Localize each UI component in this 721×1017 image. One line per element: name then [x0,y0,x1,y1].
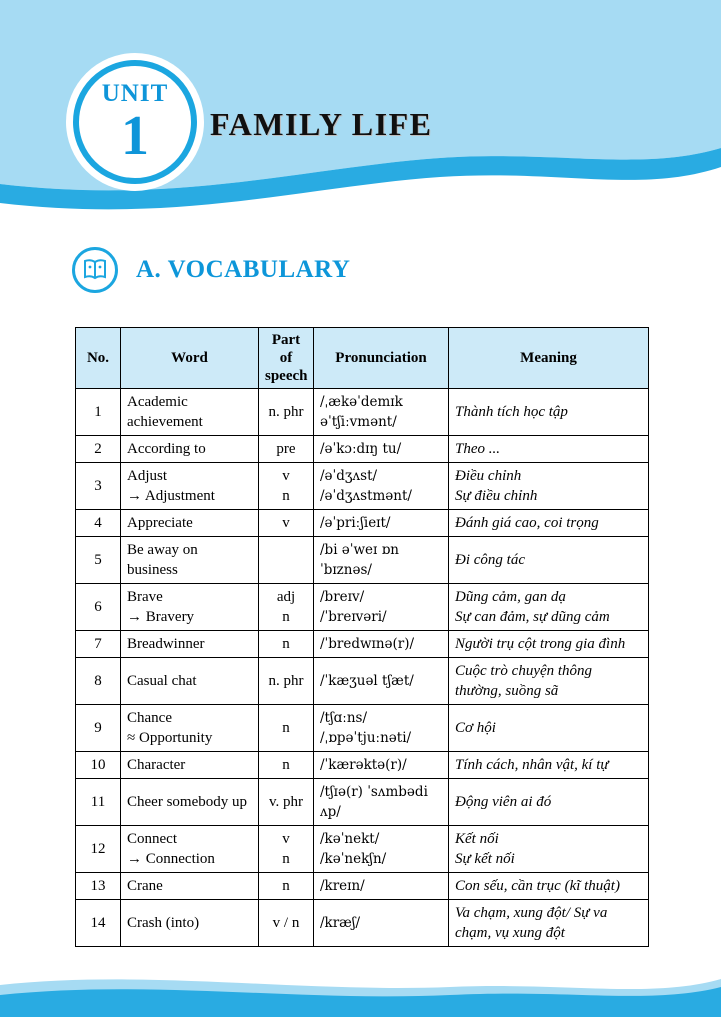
cell-no [76,389,121,436]
cell-line: Brave [127,589,163,605]
cell-pron [314,900,449,947]
table-body [76,389,649,947]
cell-no [76,705,121,752]
cell-pron [314,779,449,826]
cell-pron [314,752,449,779]
cell-meaning [449,436,649,463]
cell-line: 13 [90,878,106,894]
cell-no [76,873,121,900]
cell-pron [314,631,449,658]
cell-pos [259,463,314,510]
cell-line: /ˈbredwɪnə(r)/ [320,636,415,652]
cell-line: Cuộc trò chuyện thông thường, suồng sã [455,663,593,699]
cell-line: /tʃɑːns/ [320,710,367,726]
cell-line: Appreciate [127,515,193,531]
cell-line: 5 [94,552,102,568]
cell-line: pre [276,441,296,457]
vocabulary-table [75,327,649,947]
cell-pron [314,584,449,631]
cell-pos [259,389,314,436]
cell-meaning [449,389,649,436]
cell-line: ʌp/ [320,804,341,820]
cell-meaning [449,826,649,873]
cell-line: → Connection [127,851,215,867]
cell-line: Con sếu, cần trục (kĩ thuật) [455,878,620,894]
cell-line: Theo ... [455,441,500,457]
cell-line: v [282,468,290,484]
column-header: No. [76,328,121,389]
cell-line: Kết nối [455,831,499,847]
cell-meaning [449,631,649,658]
cell-line: n. phr [268,404,304,420]
cell-line: Crane [127,878,163,894]
table-row [76,873,649,900]
cell-line: /kreɪn/ [320,878,365,894]
column-header: Part of speech [259,328,314,389]
cell-no [76,584,121,631]
cell-meaning [449,584,649,631]
cell-line: /əˈkɔːdɪŋ tu/ [320,441,402,457]
cell-pos [259,873,314,900]
cell-word [121,658,259,705]
cell-line: v / n [272,915,300,931]
cell-word [121,510,259,537]
table-row [76,752,649,779]
cell-line: əˈtʃiːvmənt/ [320,414,397,430]
table-row [76,510,649,537]
table-row [76,584,649,631]
cell-line: Chance [127,710,172,726]
cell-line: /breɪv/ [320,589,365,605]
cell-line: Điều chỉnh [455,468,522,484]
cell-line: Động viên ai đó [455,794,552,810]
cell-line: n [282,720,290,736]
cell-line: adj [276,589,296,605]
cell-meaning [449,779,649,826]
cell-word [121,779,259,826]
cell-line: Va chạm, xung đột/ Sự va chạm, vụ xung đột [455,905,608,941]
table-row [76,389,649,436]
cell-line: Cheer somebody up [127,794,247,810]
cell-line: Crash (into) [127,915,200,931]
cell-line: 12 [90,841,106,857]
cell-line: Be away on [127,542,198,558]
column-header: Meaning [449,328,649,389]
cell-line: /kəˈnekʃn/ [320,851,387,867]
cell-pos [259,584,314,631]
unit-label: UNIT [101,79,169,107]
table-row [76,631,649,658]
cell-meaning [449,705,649,752]
cell-line: → Bravery [127,609,195,625]
cell-line: ˈbɪznəs/ [320,562,372,578]
cell-line: Người trụ cột trong gia đình [455,636,626,652]
cell-line: n [282,851,290,867]
cell-pos [259,631,314,658]
table-row [76,779,649,826]
cell-line: /ˈkærəktə(r)/ [320,757,407,773]
cell-pos [259,826,314,873]
cell-line: n. phr [268,673,304,689]
cell-word [121,584,259,631]
cell-line: 6 [94,599,102,615]
cell-line: /kræʃ/ [320,915,361,931]
cell-word [121,631,259,658]
table-row [76,658,649,705]
cell-line: Cơ hội [455,720,496,736]
cell-line: 14 [90,915,106,931]
cell-line: v [282,831,290,847]
cell-line: Đi công tác [455,552,525,568]
cell-line: /bi əˈweɪ ɒn [320,542,399,558]
section-header [72,247,350,293]
cell-line: n [282,636,290,652]
cell-no [76,510,121,537]
cell-meaning [449,873,649,900]
cell-line: 2 [94,441,102,457]
cell-line: Academic [127,394,188,410]
table-header-row [76,328,649,389]
table-row [76,463,649,510]
cell-pron [314,510,449,537]
cell-pos [259,658,314,705]
cell-line: /ˈkæʒuəl tʃæt/ [320,673,414,689]
cell-word [121,389,259,436]
unit-number: 1 [121,104,149,167]
cell-pron [314,389,449,436]
cell-no [76,752,121,779]
unit-badge [73,60,197,184]
cell-line: /kəˈnekt/ [320,831,380,847]
cell-pos [259,900,314,947]
cell-line: Casual chat [127,673,197,689]
cell-line: 1 [94,404,102,420]
cell-meaning [449,510,649,537]
cell-meaning [449,537,649,584]
cell-no [76,436,121,463]
cell-line: 9 [94,720,102,736]
book-icon [72,247,118,293]
table-row [76,436,649,463]
cell-no [76,826,121,873]
cell-meaning [449,900,649,947]
cell-word [121,873,259,900]
cell-meaning [449,752,649,779]
cell-word [121,537,259,584]
cell-line: v [282,515,290,531]
column-header: Pronunciation [314,328,449,389]
cell-line: Connect [127,831,177,847]
cell-no [76,537,121,584]
cell-pos [259,705,314,752]
cell-line: v. phr [268,794,304,810]
cell-meaning [449,658,649,705]
cell-pos [259,510,314,537]
cell-word [121,436,259,463]
cell-no [76,779,121,826]
column-header: Word [121,328,259,389]
cell-word [121,900,259,947]
cell-line: n [282,757,290,773]
cell-line: Tính cách, nhân vật, kí tự [455,757,609,773]
cell-line: n [282,609,290,625]
cell-pos [259,537,314,584]
cell-line: n [282,878,290,894]
cell-line: 11 [90,794,106,810]
cell-line: /əˈdʒʌstmənt/ [320,488,412,504]
footer-wave-graphic [0,957,721,1017]
cell-line: Dũng cảm, gan dạ [455,589,566,605]
cell-line: Thành tích học tập [455,404,568,420]
cell-pos [259,436,314,463]
table-head [76,328,649,389]
cell-line: /tʃɪə(r) ˈsʌmbədi [320,784,428,800]
cell-pron [314,537,449,584]
cell-line: /əˈpriːʃieɪt/ [320,515,391,531]
cell-word [121,826,259,873]
cell-line: Adjust [127,468,168,484]
table-row [76,826,649,873]
cell-line: Character [127,757,186,773]
cell-pos [259,779,314,826]
cell-line: 4 [94,515,102,531]
cell-line: → Adjustment [127,488,215,504]
cell-line: /əˈdʒʌst/ [320,468,378,484]
cell-word [121,705,259,752]
cell-line: Sự can đảm, sự dũng cảm [455,609,610,625]
cell-line: /ˌækəˈdemɪk [320,394,403,410]
cell-line: 3 [94,478,102,494]
cell-pron [314,873,449,900]
cell-word [121,463,259,510]
cell-line: /ˌɒpəˈtjuːnəti/ [320,730,412,746]
cell-line: /ˈbreɪvəri/ [320,609,387,625]
cell-word [121,752,259,779]
cell-line: ≈ Opportunity [127,730,213,746]
cell-no [76,463,121,510]
cell-no [76,900,121,947]
cell-pron [314,705,449,752]
cell-pron [314,658,449,705]
cell-line: Sự kết nối [455,851,515,867]
cell-meaning [449,463,649,510]
cell-line: business [127,562,178,578]
cell-line: n [282,488,290,504]
table-row [76,705,649,752]
cell-line: Đánh giá cao, coi trọng [455,515,599,531]
table-row [76,900,649,947]
cell-line: achievement [127,414,203,430]
cell-line: 10 [90,757,106,773]
page-title: FAMILY LIFE [210,106,433,142]
cell-line: According to [127,441,206,457]
cell-line: Sự điều chỉnh [455,488,538,504]
cell-no [76,631,121,658]
cell-pron [314,826,449,873]
cell-pron [314,436,449,463]
cell-no [76,658,121,705]
cell-pos [259,752,314,779]
cell-line: 8 [94,673,102,689]
cell-line: Breadwinner [127,636,205,652]
table-row [76,537,649,584]
section-title: A. VOCABULARY [136,256,351,283]
cell-pron [314,463,449,510]
cell-line: 7 [94,636,102,652]
